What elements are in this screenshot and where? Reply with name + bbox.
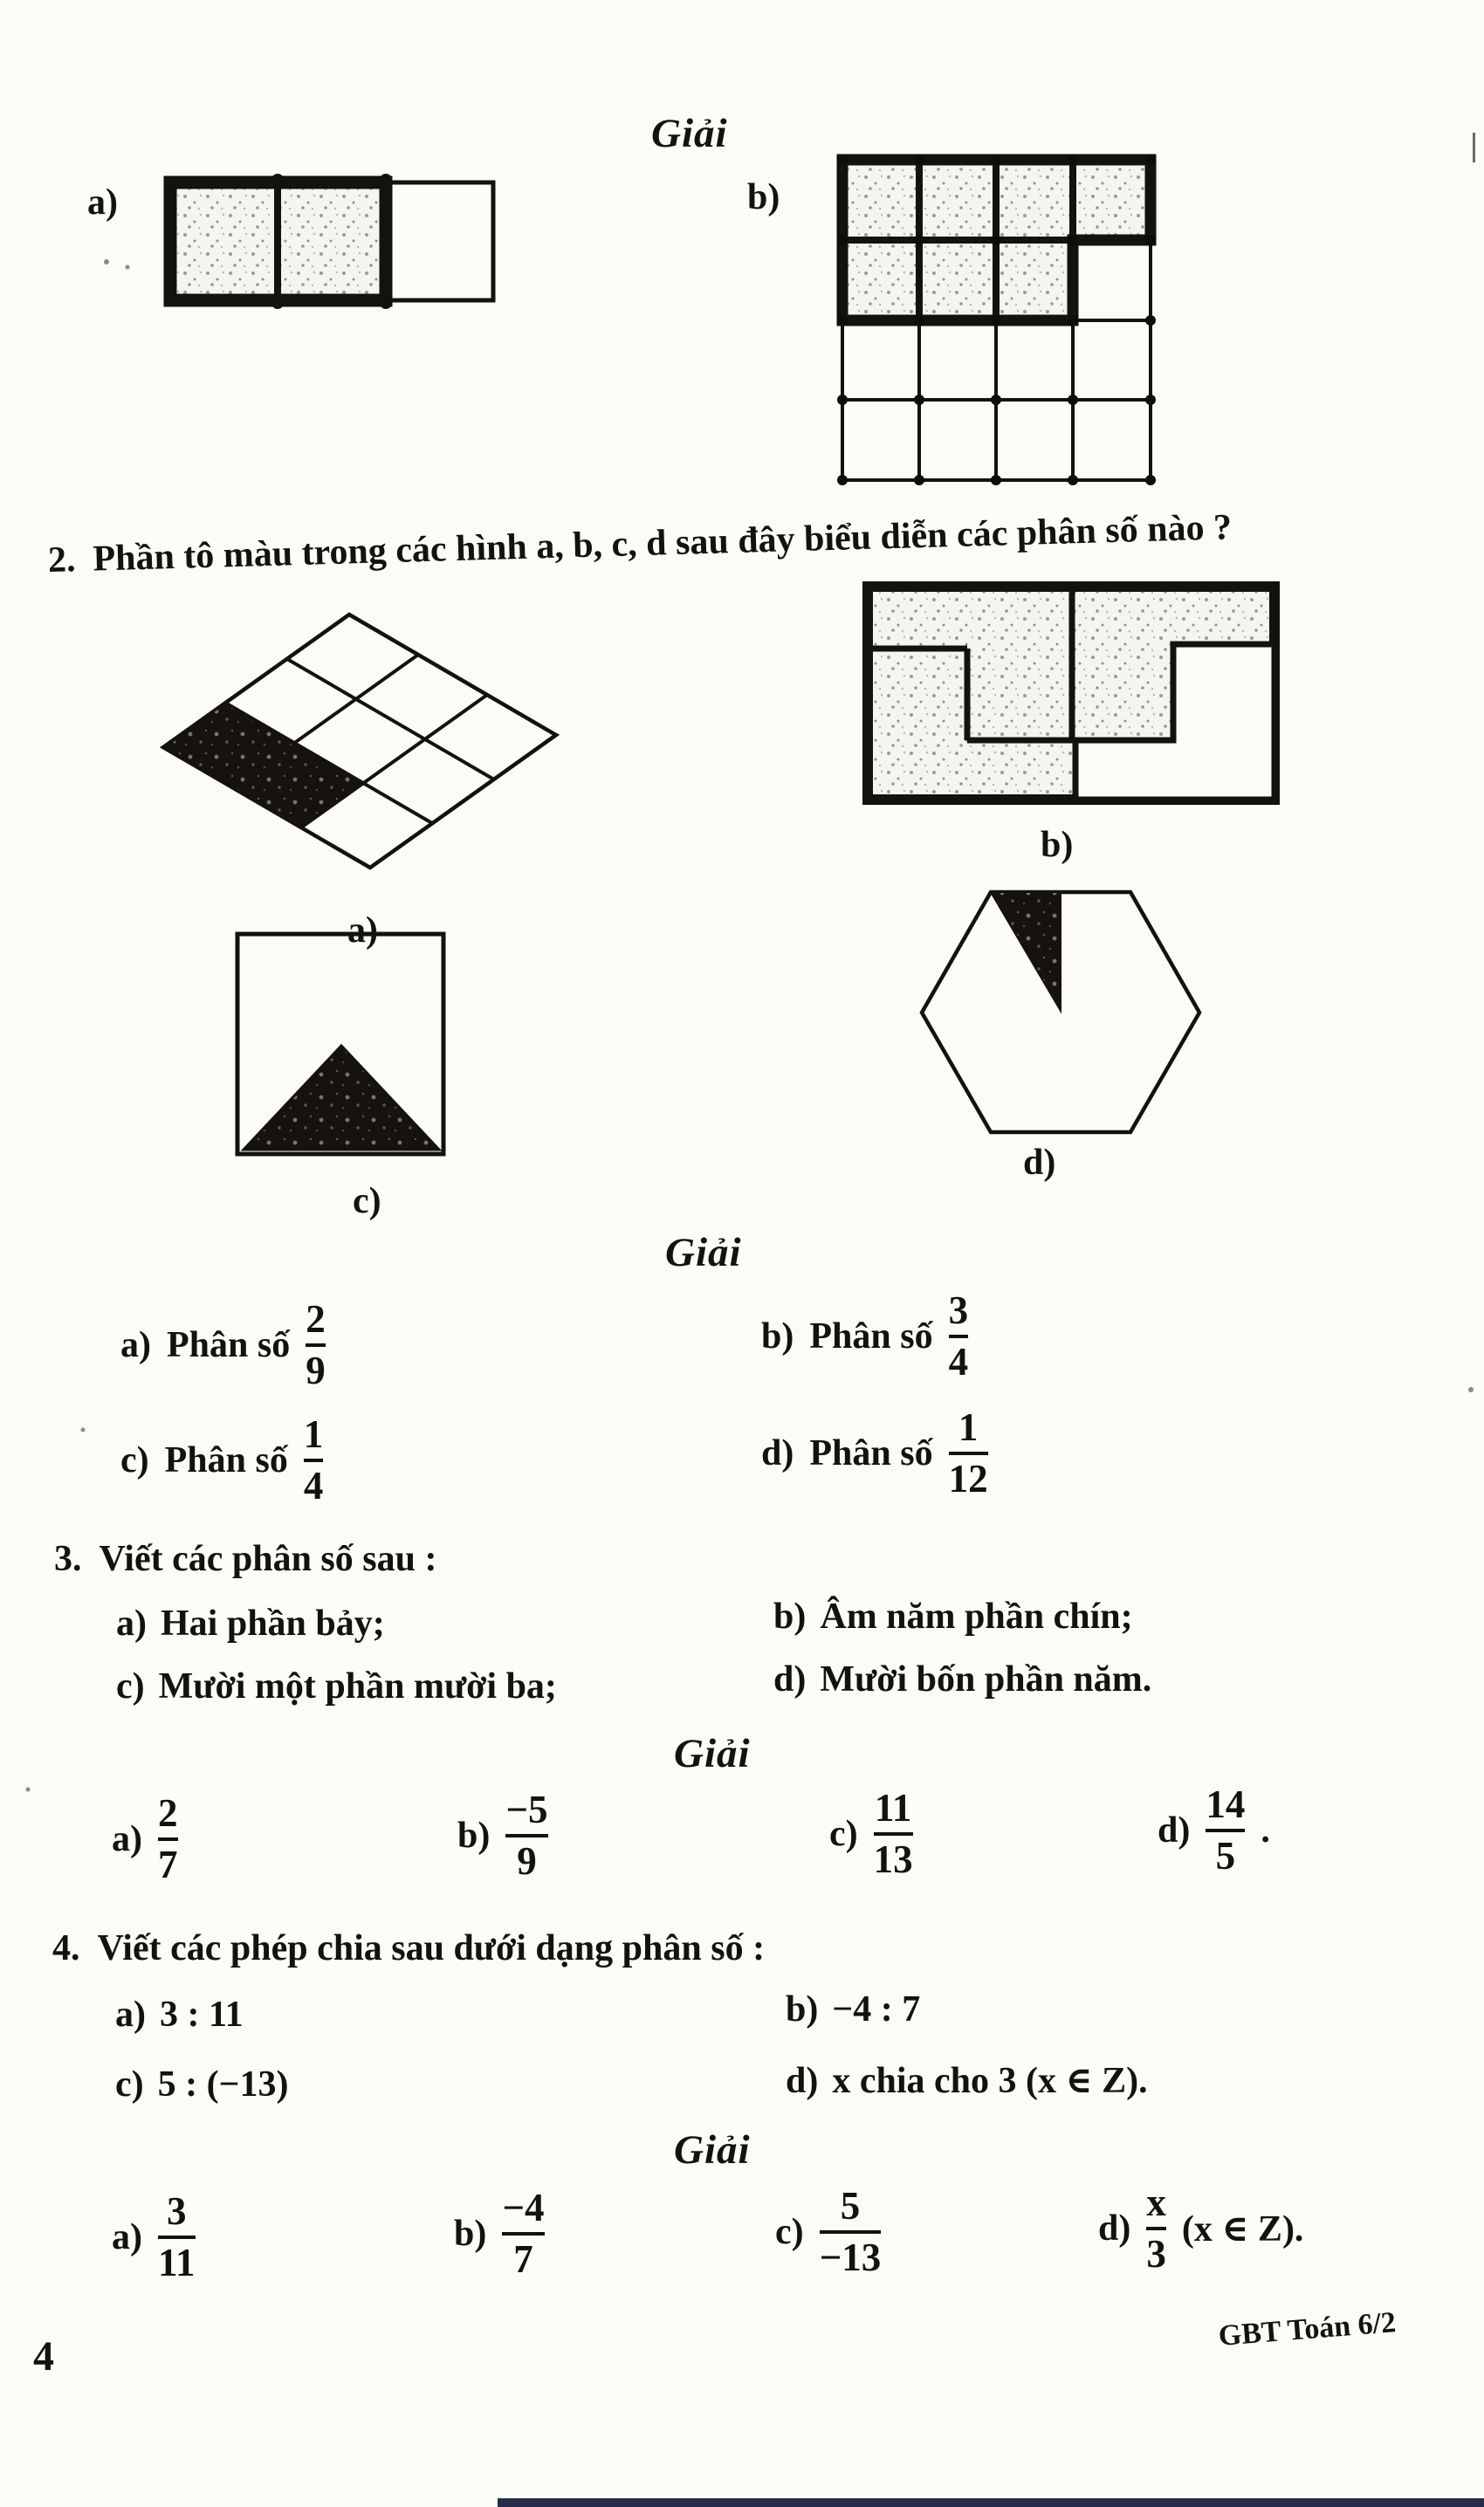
fraction-bar (505, 1834, 547, 1837)
fraction-bar (949, 1335, 969, 1338)
item-label: b) (786, 1989, 819, 2030)
fraction-denominator: 5 (1215, 1834, 1236, 1879)
problem3-number: 3. (54, 1539, 82, 1579)
figure-solution1-a (170, 174, 493, 309)
answer-label: c) (120, 1440, 149, 1481)
page-number: 4 (33, 2333, 54, 2380)
figure-2b-label: b) (1041, 825, 1074, 865)
answer-label: c) (829, 1814, 858, 1855)
scan-edge-bar (498, 2498, 1484, 2507)
fraction (949, 1407, 988, 1501)
item-text: Âm năm phần chín; (820, 1597, 1133, 1637)
fraction-numerator: 2 (306, 1297, 326, 1341)
answer-prefix: Phân số (809, 1316, 933, 1357)
problem2-answer-b (761, 1290, 968, 1384)
answer-label: d) (1098, 2208, 1131, 2249)
item-label: d) (786, 2061, 819, 2101)
fraction (304, 1414, 324, 1508)
problem2-answer-c (120, 1414, 323, 1508)
answer-label: c) (775, 2212, 804, 2253)
figure-solution1-b-label: b) (747, 177, 780, 217)
fraction (949, 1290, 969, 1384)
fraction-bar (306, 1343, 326, 1347)
item-label: d) (773, 1659, 807, 1700)
fraction (502, 2188, 544, 2281)
figure-2d-hexagon (922, 892, 1199, 1132)
problem2-answer-a (120, 1299, 326, 1392)
fraction-denominator: 13 (873, 1837, 913, 1882)
problem3-item-d (773, 1659, 1151, 1700)
problem3-answer-d (1158, 1784, 1270, 1878)
problem4-answer-c (775, 2186, 881, 2279)
fraction-denominator: 11 (158, 2241, 196, 2285)
fraction-denominator: 4 (303, 1464, 324, 1508)
fraction (1206, 1784, 1245, 1878)
answer-prefix: Phân số (164, 1440, 288, 1481)
problem4-item-b (786, 1988, 920, 2030)
problem2-solution-heading: Giải (665, 1230, 742, 1275)
fraction (158, 2191, 196, 2284)
figure-2c-label: c) (353, 1181, 381, 1221)
fraction-numerator: −5 (505, 1788, 548, 1831)
problem2-number: 2. (47, 539, 77, 580)
problem4-statement (52, 1927, 765, 1969)
item-text: Mười bốn phần năm. (820, 1659, 1152, 1700)
fraction-denominator: 12 (948, 1457, 988, 1501)
problem3-answer-b (457, 1789, 548, 1883)
problem3-item-a (116, 1603, 385, 1645)
answer-label: a) (112, 2217, 142, 2258)
fraction-numerator: 2 (158, 1791, 178, 1835)
fraction (306, 1299, 326, 1392)
fraction-numerator: 11 (874, 1786, 912, 1830)
fraction-bar (158, 1837, 178, 1841)
problem3-answer-c (829, 1788, 913, 1881)
fraction-denominator: 4 (948, 1340, 969, 1384)
fraction-numerator: 1 (958, 1405, 979, 1449)
solution-heading-top: Giải (651, 111, 728, 156)
fraction-bar (1206, 1829, 1245, 1832)
problem3-solution-heading: Giải (674, 1731, 751, 1776)
book-brand: GBT Toán 6/2 (1217, 2306, 1398, 2352)
answer-suffix: (x ∈ Z). (1181, 2209, 1304, 2250)
fraction (820, 2186, 882, 2279)
fraction-numerator: 1 (303, 1412, 324, 1456)
figure-2a-rhombus (163, 615, 556, 868)
item-text: Mười một phần mười ba; (158, 1666, 557, 1707)
figure-2d-label: d) (1023, 1143, 1056, 1183)
fraction (158, 1793, 178, 1886)
fraction-denominator: 3 (1146, 2232, 1166, 2277)
item-text: x chia cho 3 (x ∈ Z). (832, 2061, 1148, 2101)
figure-2c-square (237, 934, 443, 1154)
fraction-denominator: 7 (513, 2237, 533, 2282)
problem3-answer-a (112, 1793, 178, 1886)
fraction-numerator: −4 (502, 2186, 545, 2229)
fraction (874, 1788, 913, 1881)
problem4-solution-heading: Giải (674, 2127, 751, 2173)
fraction-bar (304, 1459, 324, 1462)
fraction-numerator: 14 (1206, 1782, 1246, 1826)
problem4-text: Viết các phép chia sau dưới dạng phân số : (97, 1928, 766, 1968)
answer-suffix: . (1261, 1810, 1270, 1851)
problem3-statement (54, 1538, 436, 1580)
problem3-item-b (773, 1596, 1133, 1638)
problem3-text: Viết các phân số sau : (99, 1539, 437, 1579)
answer-label: b) (761, 1316, 794, 1357)
answer-label: b) (454, 2214, 487, 2255)
answer-label: d) (1158, 1810, 1191, 1851)
figure-2b-rectangle (868, 587, 1274, 800)
problem4-item-c (115, 2064, 289, 2105)
item-label: c) (116, 1666, 145, 1707)
item-text: 5 : (−13) (157, 2064, 289, 2105)
item-text: −4 : 7 (832, 1989, 921, 2030)
fraction-numerator: x (1146, 2181, 1166, 2224)
answer-prefix: Phân số (809, 1433, 933, 1474)
fraction-numerator: 3 (948, 1288, 969, 1332)
problem3-item-c (116, 1666, 557, 1707)
fraction-bar (820, 2230, 882, 2234)
problem4-item-d (786, 2058, 1148, 2102)
item-label: c) (115, 2064, 144, 2105)
fraction (1146, 2182, 1166, 2276)
fraction-bar (1146, 2227, 1166, 2230)
fraction-bar (949, 1452, 988, 1455)
fraction-denominator: 9 (517, 1839, 537, 1884)
answer-label: d) (761, 1433, 794, 1474)
figure-2a-label: a) (347, 910, 378, 951)
problem4-item-a (115, 1994, 244, 2036)
answer-label: a) (112, 1819, 142, 1860)
fraction-denominator: 9 (306, 1349, 326, 1393)
item-text: 3 : 11 (160, 1995, 244, 2035)
problem2-answer-d (761, 1407, 988, 1501)
answer-prefix: Phân số (167, 1325, 291, 1366)
answer-label: b) (457, 1816, 491, 1857)
problem2-text: Phần tô màu trong các hình a, b, c, d sau đây biểu diễn các phân số nào ? (92, 507, 1233, 580)
problem4-number: 4. (52, 1928, 80, 1968)
fraction-numerator: 3 (167, 2189, 187, 2233)
fraction (505, 1789, 547, 1883)
answer-label: a) (120, 1325, 151, 1366)
item-label: a) (116, 1604, 147, 1644)
fraction-denominator: 7 (158, 1843, 178, 1887)
fraction-denominator: −13 (819, 2236, 882, 2280)
fraction-bar (158, 2236, 196, 2239)
fraction-numerator: 5 (840, 2184, 861, 2228)
problem4-answer-a (112, 2191, 196, 2284)
fraction-bar (874, 1832, 913, 1836)
problem4-answer-b (454, 2188, 545, 2281)
figure-solution1-a-label: a) (87, 182, 118, 223)
problem4-answer-d (1098, 2182, 1303, 2276)
fraction-bar (502, 2232, 544, 2236)
item-label: a) (115, 1995, 146, 2035)
item-text: Hai phần bảy; (161, 1604, 385, 1644)
item-label: b) (773, 1597, 807, 1637)
figure-solution1-b (837, 155, 1156, 485)
